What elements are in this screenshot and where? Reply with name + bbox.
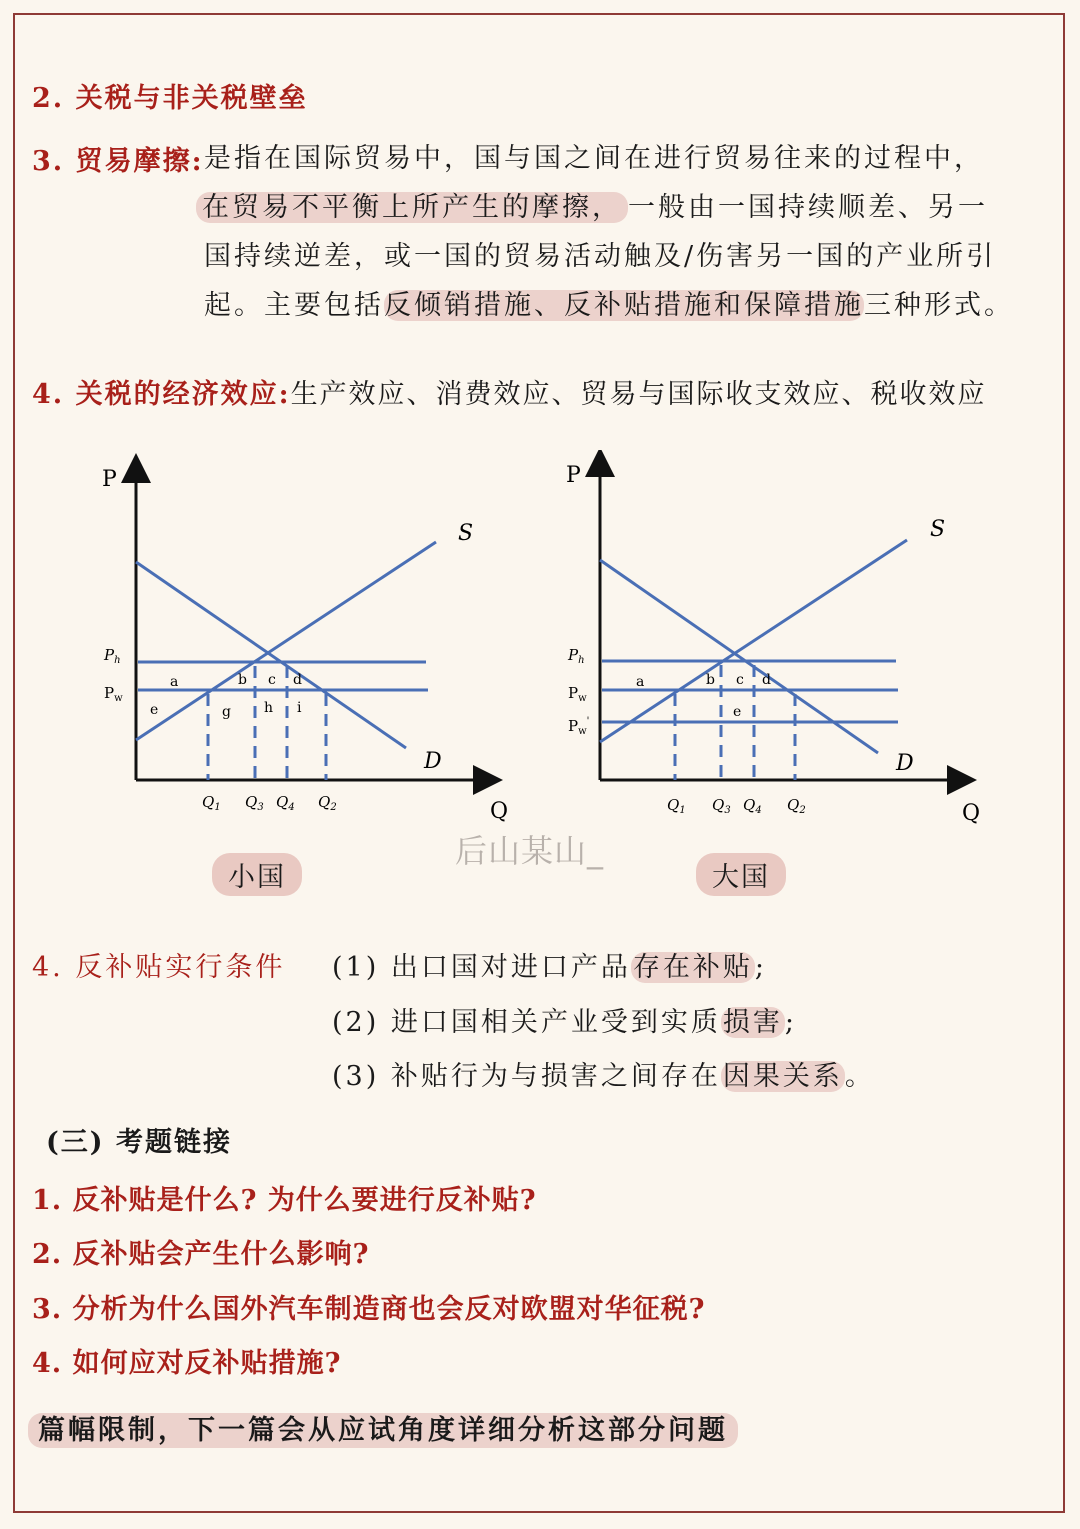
large-country-chart xyxy=(566,462,980,826)
small-area-c: c xyxy=(268,672,276,688)
condition-3-punct: 。 xyxy=(844,1061,875,1092)
section-2-title: 2. 关税与非关税壁垒 xyxy=(32,83,308,114)
section-3-line-1: 是指在国际贸易中，国与国之间在进行贸易往来的过程中， xyxy=(204,143,984,174)
condition-1 xyxy=(332,945,767,984)
large-ph-label: $P_h$ xyxy=(568,646,585,666)
section-4-line xyxy=(32,372,987,411)
large-axis-p: P xyxy=(566,463,581,488)
section-3-paragraph xyxy=(204,134,1044,330)
section-3-line-2 xyxy=(204,183,1044,232)
small-country-caption: 小国 xyxy=(212,853,302,896)
exam-question-3: 3. 分析为什么国外汽车制造商也会反对欧盟对华征税? xyxy=(32,1294,706,1325)
small-label-s: S xyxy=(458,521,474,546)
large-pwp-label: $P_w'$ xyxy=(568,716,590,737)
large-pw-label: $P_w$ xyxy=(568,684,587,704)
large-area-b: b xyxy=(706,672,715,688)
small-area-h: h xyxy=(264,700,274,716)
large-tick-q1: $Q_1$ xyxy=(667,796,686,816)
large-area-c: c xyxy=(736,672,744,688)
small-axis-q: Q xyxy=(490,799,509,824)
large-demand-line xyxy=(600,560,878,753)
large-tick-q2: $Q_2$ xyxy=(787,796,806,816)
large-tick-q4: $Q_4$ xyxy=(743,796,762,816)
small-ph-label: $P_h$ xyxy=(104,646,121,666)
small-tick-q1: $Q_1$ xyxy=(202,793,221,813)
small-area-g: g xyxy=(222,704,231,720)
condition-3-highlight: 因果关系 xyxy=(722,1061,843,1092)
condition-2-highlight: 损害 xyxy=(722,1007,783,1038)
section-3-line-3: 国持续逆差，或一国的贸易活动触及/伤害另一国的产业所引 xyxy=(204,241,997,272)
large-area-a: a xyxy=(636,674,645,690)
tariff-charts xyxy=(0,450,1080,850)
condition-1-text: (1) 出口国对进口产品 xyxy=(332,952,631,983)
large-label-s: S xyxy=(930,517,946,542)
small-area-b: b xyxy=(238,672,247,688)
watermark: 后山某山_ xyxy=(455,832,605,870)
small-axis-p: P xyxy=(102,467,117,492)
small-tick-q3: $Q_3$ xyxy=(245,793,264,813)
section-4-label: 4. 关税的经济效应: xyxy=(32,379,291,410)
small-area-a: a xyxy=(170,674,179,690)
section-3-line-4 xyxy=(204,281,1044,330)
large-area-e: e xyxy=(733,704,742,720)
condition-2-text: (2) 进口国相关产业受到实质 xyxy=(332,1007,721,1038)
small-area-i: i xyxy=(297,700,302,716)
condition-3-text: (3) 补贴行为与损害之间存在 xyxy=(332,1061,721,1092)
large-country-caption: 大国 xyxy=(696,853,786,896)
exam-question-2: 2. 反补贴会产生什么影响? xyxy=(32,1239,370,1270)
exam-links-heading: (三) 考题链接 xyxy=(46,1127,232,1158)
large-tick-q3: $Q_3$ xyxy=(712,796,731,816)
condition-2-punct: ; xyxy=(784,1007,797,1038)
section-4-text: 生产效应、消费效应、贸易与国际收支效应、税收效应 xyxy=(290,379,987,410)
large-axis-q: Q xyxy=(962,801,981,826)
footer-note-highlight: 篇幅限制，下一篇会从应试角度详细分析这部分问题 xyxy=(28,1413,738,1448)
section-3-line-2-rest: 一般由一国持续顺差、另一 xyxy=(628,192,988,223)
section-3-line-4-pre: 起。主要包括 xyxy=(204,290,384,321)
small-area-d: d xyxy=(293,672,302,688)
footer-note xyxy=(28,1408,738,1447)
section-countervailing-label: 4. 反补贴实行条件 xyxy=(32,952,286,983)
section-3-label: 3. 贸易摩擦: xyxy=(32,146,204,177)
small-tick-q2: $Q_2$ xyxy=(318,793,337,813)
large-area-d: d xyxy=(762,672,771,688)
condition-1-punct: ; xyxy=(754,952,767,983)
large-label-d: D xyxy=(896,751,914,776)
exam-question-4: 4. 如何应对反补贴措施? xyxy=(32,1348,342,1379)
measures-highlight: 反倾销措施、反补贴措施和保障措施 xyxy=(384,290,864,321)
small-country-chart xyxy=(102,467,508,824)
condition-3 xyxy=(332,1054,875,1093)
small-area-e: e xyxy=(150,702,159,718)
exam-question-1: 1. 反补贴是什么? 为什么要进行反补贴? xyxy=(32,1185,537,1216)
small-pw-label: $P_w$ xyxy=(104,684,123,704)
condition-1-highlight: 存在补贴 xyxy=(632,952,753,983)
friction-highlight: 在贸易不平衡上所产生的摩擦， xyxy=(196,192,628,223)
small-label-d: D xyxy=(424,749,442,774)
condition-2 xyxy=(332,1000,797,1039)
section-3-line-4-post: 三种形式。 xyxy=(864,290,1014,321)
small-tick-q4: $Q_4$ xyxy=(276,793,295,813)
